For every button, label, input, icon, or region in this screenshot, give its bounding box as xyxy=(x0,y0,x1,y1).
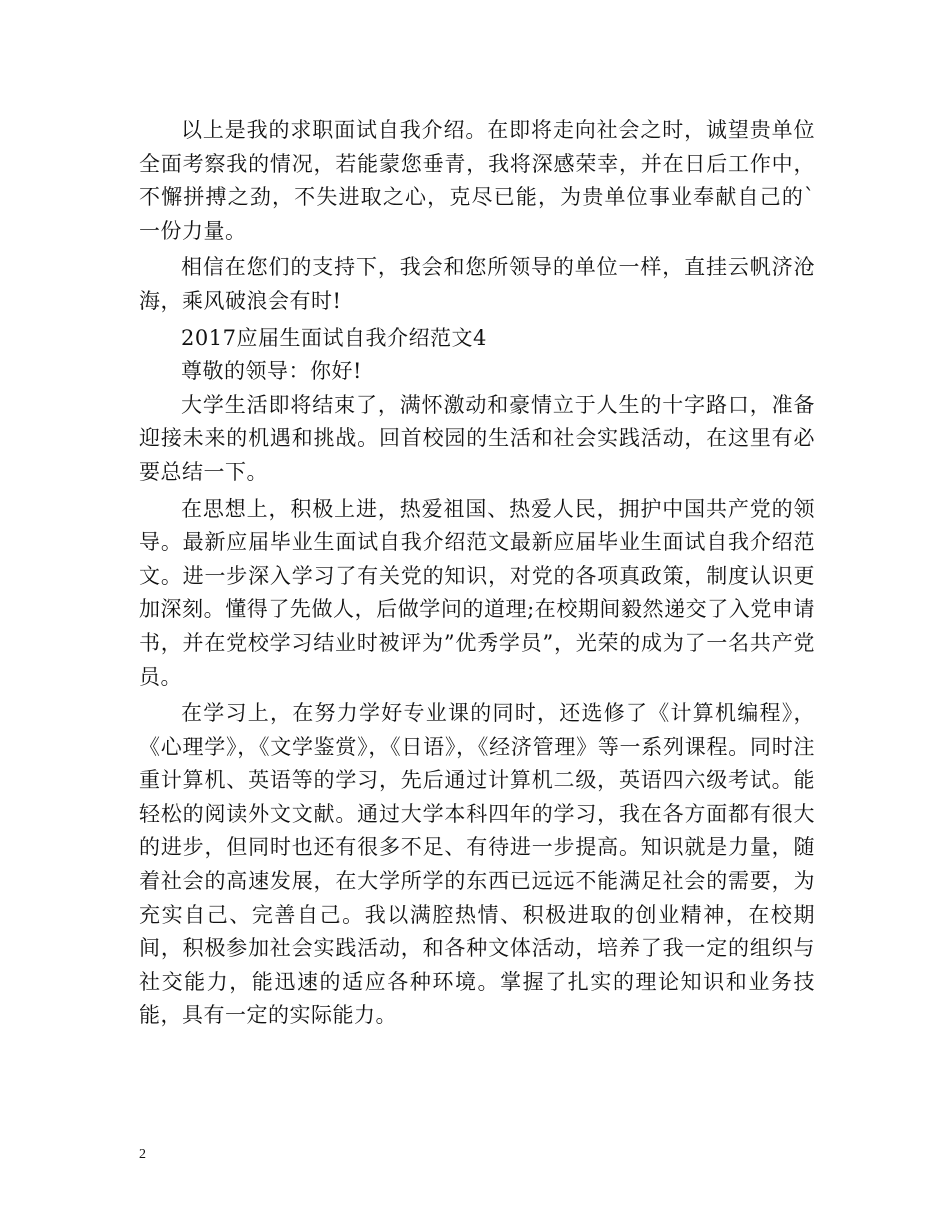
paragraph-study: 在学习上，在努力学好专业课的同时，还选修了《计算机编程》，《心理学》，《文学鉴赏》，《日语》，《经济管理》等一系列课程。同时注重计算机、英语等的学习，先后通过计算机二级，英语四六级考试。能轻松的阅读外文文献。通过大学本科四年的学习，我在各方面都有很大的进步，但同时也还有很多不足、有待进一步提高。知识就是力量，随着社会的高速发展，在大学所学的东西已远远不能满足社会的需要，为充实自己、完善自己。我以满腔热情、积极进取的创业精神，在校期间，积极参加社会实践活动，和各种文体活动，培养了我一定的组织与社交能力，能迅速的适应各种环境。掌握了扎实的理论知识和业务技能，具有一定的实际能力。 xyxy=(139,701,815,1028)
paragraph-ideology: 在思想上，积极上进，热爱祖国、热爱人民，拥护中国共产党的领导。最新应届毕业生面试自我介绍范文最新应届毕业生面试自我介绍范文。进一步深入学习了有关党的知识，对党的各项真政策，制度认识更加深刻。懂得了先做人，后做学问的道理;在校期间毅然递交了入党申请书，并在党校学习结业时被评为”优秀学员”，光荣的成为了一名共产党员。 xyxy=(139,496,815,689)
page-number: 2 xyxy=(139,1147,146,1162)
document-body xyxy=(139,114,815,1036)
salutation: 尊敬的领导：你好! xyxy=(181,359,362,384)
section-heading: 2017应届生面试自我介绍范文4 xyxy=(181,325,487,350)
paragraph-closing-introduction: 以上是我的求职面试自我介绍。在即将走向社会之时，诚望贵单位全面考察我的情况，若能蒙您垂青，我将深感荣幸，并在日后工作中，不懈拼搏之劲，不失进取之心，克尽已能，为贵单位事业奉献自己的`一份力量。 xyxy=(139,118,815,243)
paragraph-support-wish: 相信在您们的支持下，我会和您所领导的单位一样，直挂云帆济沧海，乘风破浪会有时! xyxy=(139,255,815,313)
paragraph-college-life: 大学生活即将结束了，满怀激动和豪情立于人生的十字路口，准备迎接未来的机遇和挑战。回首校园的生活和社会实践活动，在这里有必要总结一下。 xyxy=(139,392,815,484)
